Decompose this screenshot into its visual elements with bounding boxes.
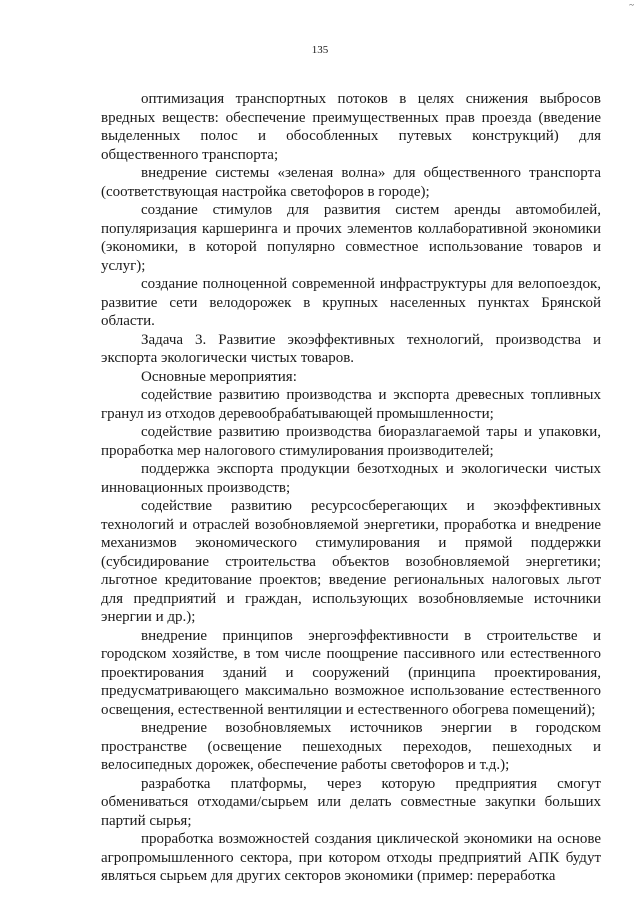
section-label: Основные мероприятия: bbox=[141, 368, 297, 385]
paragraph: проработка возможностей создания циклической экономики на основе агропромышленного сектора, при котором отходы предприятий АПК будут являться сырьем для других секторов экономики (пример: переработка bbox=[101, 831, 601, 884]
page-number: 135 bbox=[311, 44, 329, 56]
paragraph: внедрение принципов энергоэффективности в строительстве и городском хозяйстве, в том числе поощрение пассивного или естественного проектирования зданий и сооружений (принципа проектирования, предусматривающего максимально возможное использование естественного освещения, естественной вентиляции и естественного обогрева помещений); bbox=[101, 627, 601, 718]
document-body bbox=[101, 90, 601, 886]
task-heading: Задача 3. Развитие экоэффективных технологий, производства и экспорта экологически чистых товаров. bbox=[101, 331, 601, 366]
paragraph: разработка платформы, через которую предприятия смогут обмениваться отходами/сырьем или делать совместные закупки больших партий сырья; bbox=[101, 775, 601, 829]
paragraph: внедрение возобновляемых источников энергии в городском пространстве (освещение пешеходных переходов, пешеходных и велосипедных дорожек, обеспечение работы светофоров и т.д.); bbox=[101, 720, 601, 773]
paragraph: оптимизация транспортных потоков в целях снижения выбросов вредных веществ: обеспечение преимущественных прав проезда (введение выделенных полос и обособленных путевых конструкций) для общественного транспорта; bbox=[101, 91, 601, 163]
paragraph: содействие развитию ресурсосберегающих и экоэффективных технологий и отраслей возобновляемой энергетики, проработка и внедрение механизмов экономического стимулирования и прямой поддержки (субсидирование строительства объектов возобновляемой энергетики; льготное кредитование проектов; введение региональных налоговых льгот для предприятий и граждан, использующих возобновляемые источники энергии и др.); bbox=[101, 498, 601, 625]
paragraph: внедрение системы «зеленая волна» для общественного транспорта (соответствующая настройка светофоров в городе); bbox=[101, 165, 601, 200]
paragraph: создание стимулов для развития систем аренды автомобилей, популяризация каршеринга и прочих элементов коллаборативной экономики (экономики, в которой популярно совместное использование товаров и услуг); bbox=[101, 202, 601, 274]
corner-mark: ~ bbox=[629, 0, 634, 10]
paragraph: создание полноценной современной инфраструктуры для велопоездок, развитие сети велодорожек в крупных населенных пунктах Брянской области. bbox=[101, 276, 601, 329]
paragraph: содействие развитию производства и экспорта древесных топливных гранул из отходов деревообрабатывающей промышленности; bbox=[101, 387, 601, 422]
paragraph: содействие развитию производства биоразлагаемой тары и упаковки, проработка мер налогового стимулирования производителей; bbox=[101, 424, 601, 459]
paragraph: поддержка экспорта продукции безотходных и экологически чистых инновационных производств; bbox=[101, 461, 601, 496]
